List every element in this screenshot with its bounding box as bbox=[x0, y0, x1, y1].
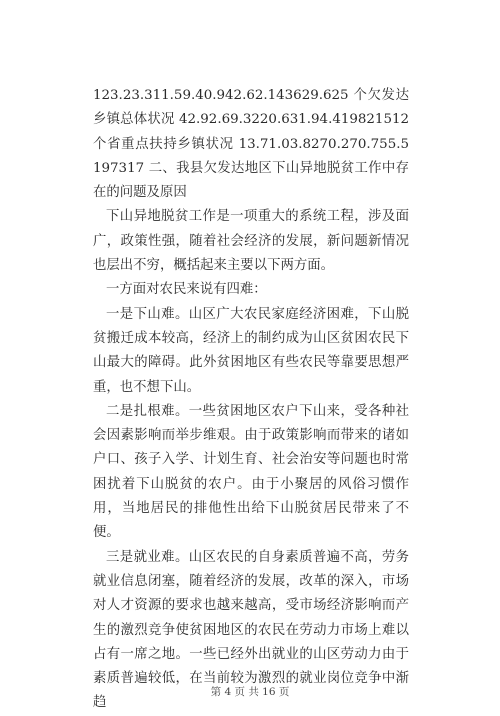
paragraph-four-difficulties: 一方面对农民来说有四难： bbox=[106, 282, 267, 298]
paragraph-settling: 二是扎根难。一些贫困地区农户下山来，受各种社会因素影响而举步维艰。由于政策影响而带来的诸如户口、孩子入学、计划生育、社会治安等问题也时常困扰着下山脱贫的农户。由于小聚居的风俗习惯作用，当地居民的排他性出给下山脱贫居民带来了不便。 bbox=[93, 403, 409, 541]
page-footer: 第 4 页 共 16 页 bbox=[210, 686, 290, 698]
paragraph-table-data: 123.23.311.59.40.942.62.143629.625 个欠发达乡镇总体状况 42.92.69.3220.631.94.419821512 个省重点扶持乡镇状况 13.71.03.8270.270.755.5197317 二、我县欠发达地区下山异地脱贫工作中存在的问题及原因 bbox=[93, 88, 409, 201]
paragraph-relocation: 一是下山难。山区广大农民家庭经济困难，下山脱贫搬迁成本较高，经济上的制约成为山区贫困农民下山最大的障碍。此外贫困地区有些农民等靠要思想严重，也不想下山。 bbox=[93, 306, 409, 395]
paragraph-intro: 下山异地脱贫工作是一项重大的系统工程，涉及面广，政策性强，随着社会经济的发展，新问题新情况也层出不穷，概括起来主要以下两方面。 bbox=[93, 209, 409, 274]
paragraph-employment: 三是就业难。山区农民的自身素质普遍不高，劳务就业信息闭塞，随着经济的发展，改革的深入，市场对人才资源的要求也越来越高，受市场经济影响而产生的激烈竞争使贫困地区的农民在劳动力市场上难以占有一席之地。一些已经外出就业的山区劳动力由于素质普遍较低，在当前较为激烈的就业岗位竞争中渐趋 bbox=[93, 549, 409, 711]
body-text bbox=[93, 84, 409, 716]
